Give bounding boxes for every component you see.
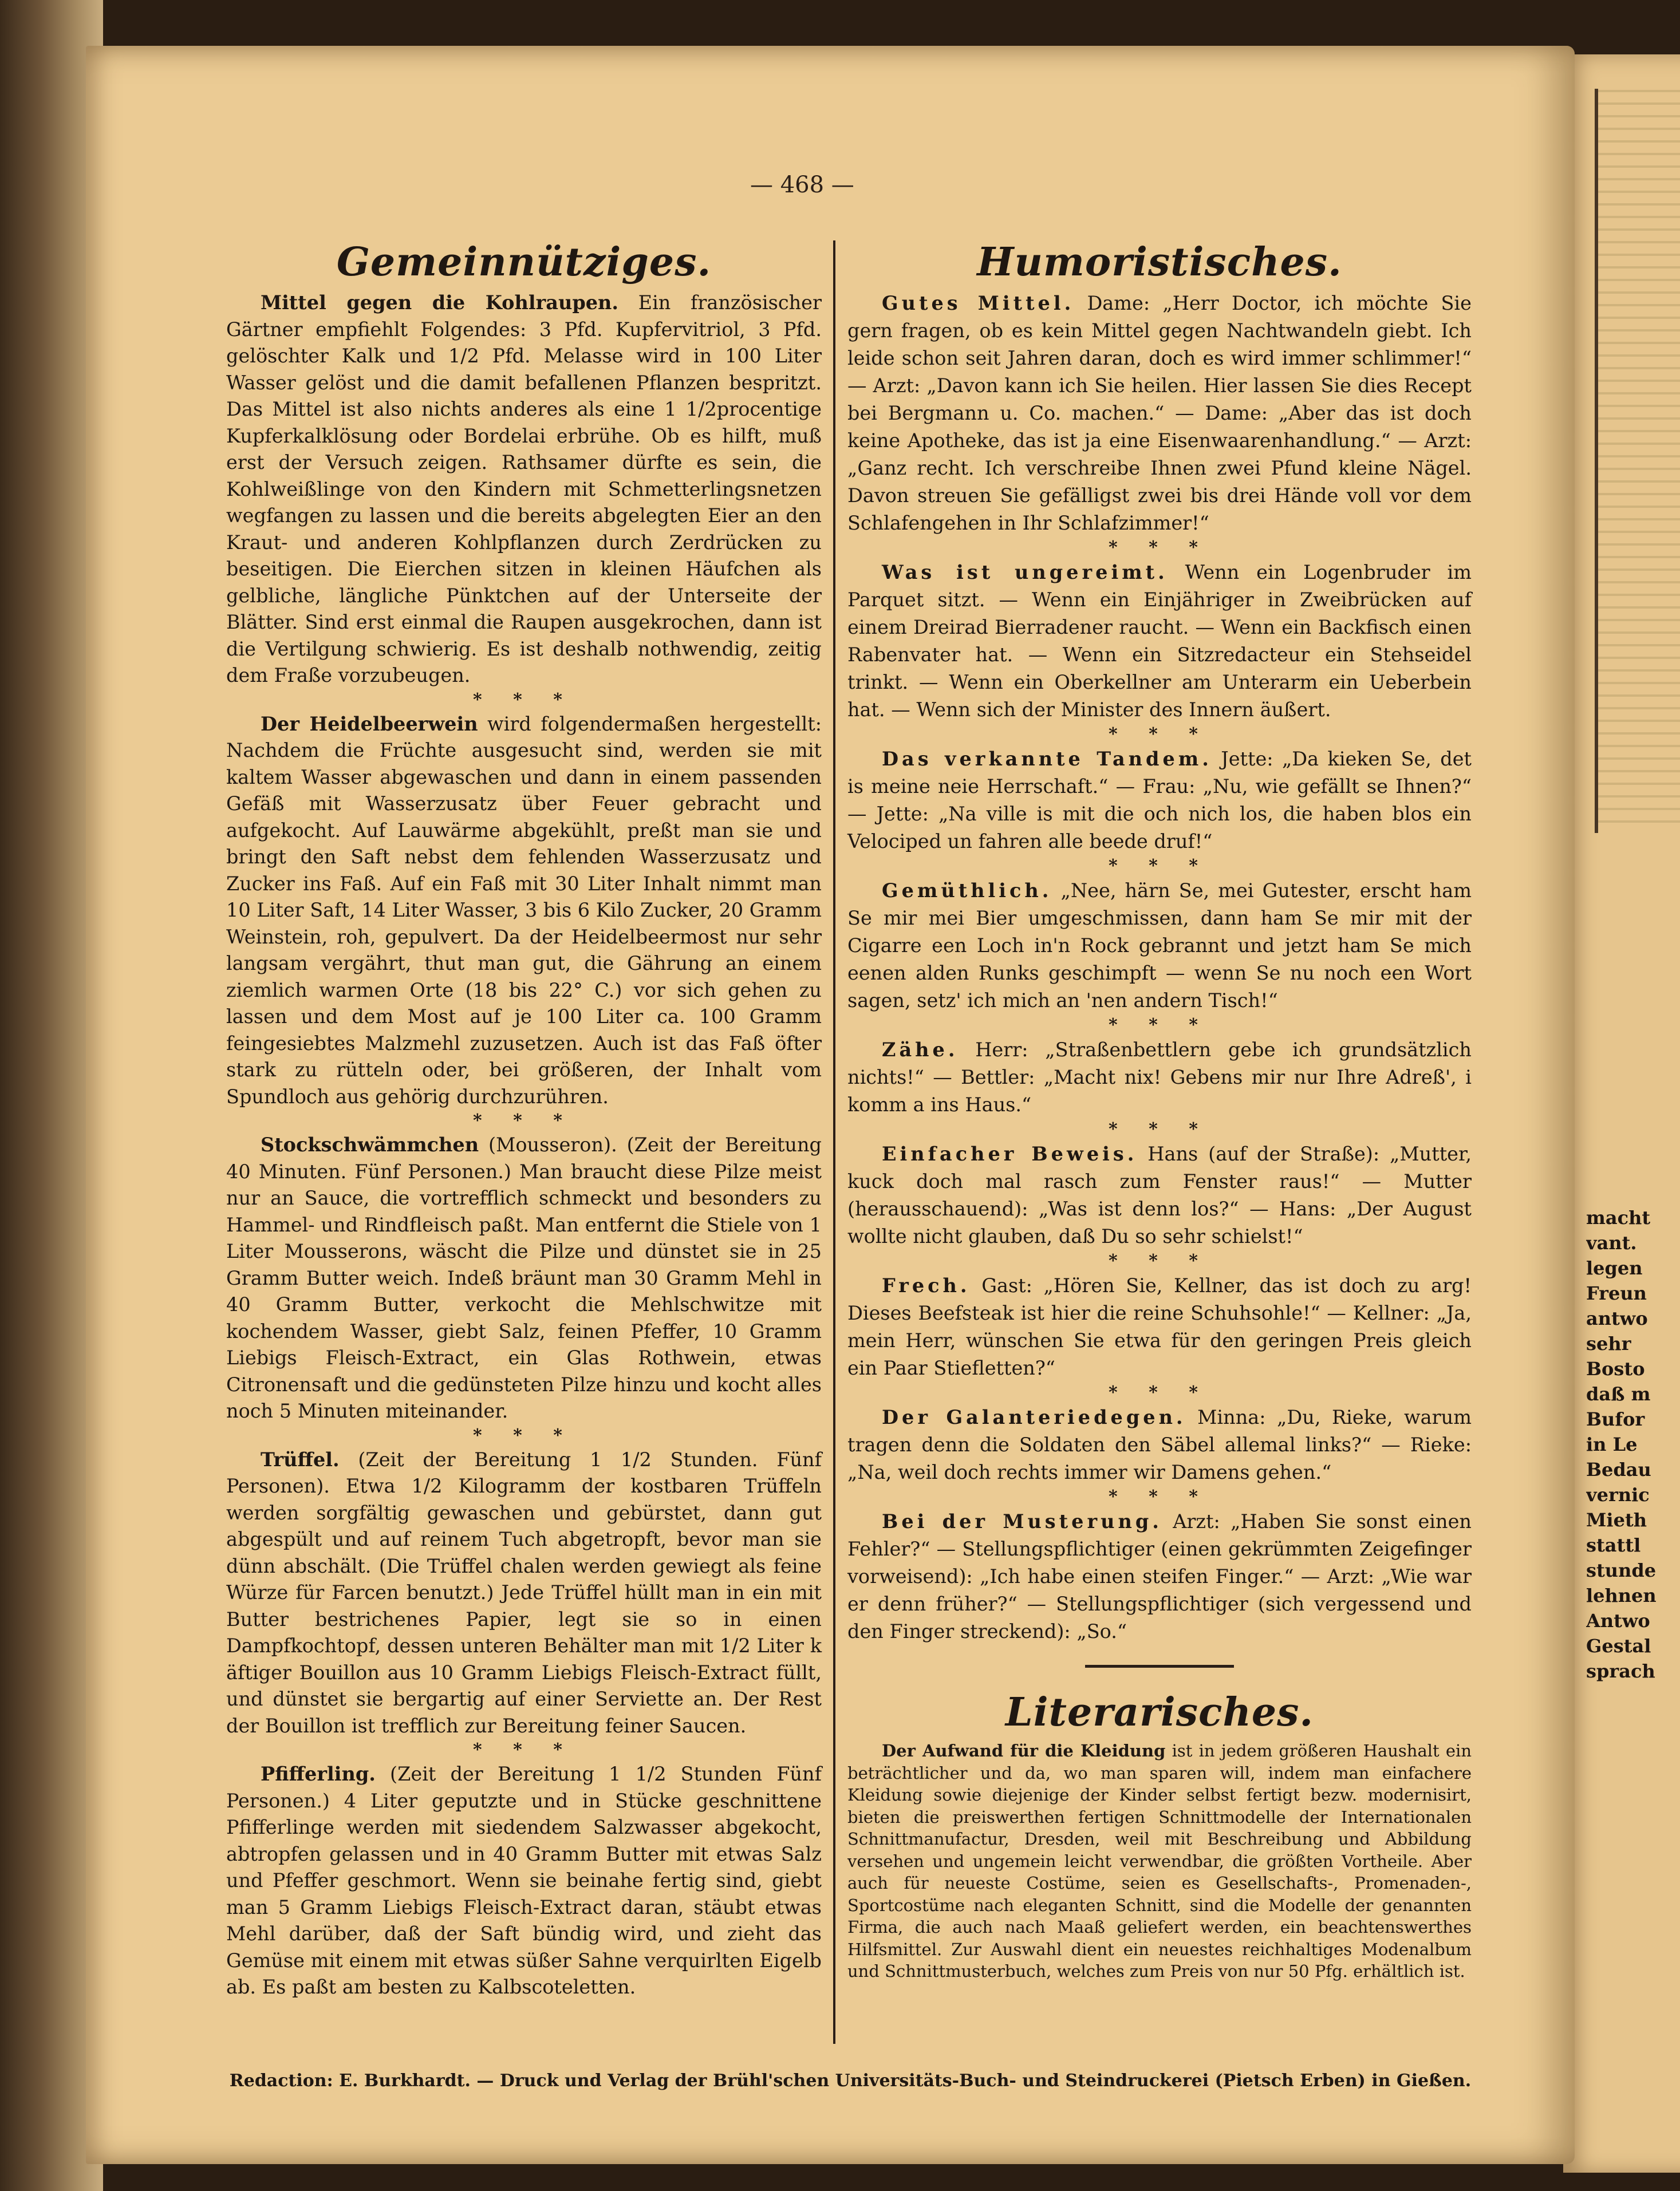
article-text: (Zeit der Bereitung 1 1/2 Stunden Fünf Personen.) 4 Liter geputzte und in Stücke geschnittene Pfifferlinge werden mit siedendem Salzwasser abgekocht, abtropfen gelassen und in 40 Gramm Butter mit etwas Salz und Pfeffer geschmort. Wenn sie beinahe fertig sind, giebt man 5 Gramm Liebigs Fleisch-Extract daran, stäubt etwas Mehl darüber, daß der Saft bündig wird, und zieht das Gemüse mit einem mit etwas süßer Sahne verquirlten Eigelb ab. Es paßt am besten zu Kalbscoteletten.: [226, 1763, 822, 1998]
facing-page-word: sehr: [1586, 1333, 1631, 1355]
facing-page-word: macht: [1586, 1207, 1651, 1229]
humor-item: [847, 1140, 1472, 1250]
facing-page-word: legen: [1586, 1257, 1643, 1279]
humor-item-title: Gutes Mittel.: [882, 292, 1075, 314]
facing-page-word: sprach: [1586, 1660, 1655, 1682]
imprint-footer: Redaction: E. Burkhardt. — Druck und Verlag der Brühl'schen Universitäts-Buch- und Steindruckerei (Pietsch Erben) in Gießen.: [229, 2071, 1472, 2091]
humor-item: [847, 745, 1472, 855]
section-heading-humoristisches: Humoristisches.: [977, 239, 1342, 285]
column-left: [226, 235, 822, 2001]
humor-item-title: Einfacher Beweis.: [882, 1143, 1138, 1165]
article: [226, 1447, 822, 1740]
column-divider: [833, 240, 835, 2044]
separator-asterisks: * * *: [473, 1111, 575, 1131]
humor-item: [847, 1036, 1472, 1119]
article: [226, 1132, 822, 1425]
facing-page-word: Bufor: [1586, 1408, 1645, 1430]
facing-page-word: Freun: [1586, 1282, 1647, 1304]
facing-page-word: Antwo: [1586, 1610, 1650, 1632]
article-title: Mittel gegen die Kohlraupen.: [261, 291, 619, 314]
article: [226, 290, 822, 689]
humor-item-text: Arzt: „Haben Sie sonst einen Fehler?“ — Stellungspflichtiger (einen gekrümmten Zeigefinger vorweisend): „Ich habe einen steifen Finger.“ — Arzt: „Wie war er denn früher?“ — Stellungspflichtiger (sich vergessend und den Finger streckend): „So.“: [847, 1510, 1472, 1643]
humor-item: [847, 877, 1472, 1014]
humor-item-text: Wenn ein Logenbruder im Parquet sitzt. — Wenn ein Einjähriger in Zweibrücken auf einem Dreirad Bierradener raucht. — Wenn ein Backfisch einen Rabenvater hat. — Wenn ein Sitzredacteur ein Stehseidel trinkt. — Wenn ein Oberkellner am Unterarm ein Ueberbein hat. — Wenn sich der Minister des Innern äußert.: [847, 561, 1472, 721]
literary-notice: [847, 1740, 1472, 1983]
humor-item: [847, 290, 1472, 537]
humor-item: [847, 559, 1472, 724]
separator-asterisks: * * *: [473, 689, 575, 710]
article-text: (Zeit der Bereitung 1 1/2 Stunden. Fünf Personen). Etwa 1/2 Kilogramm der kostbaren Trüffeln werden sorgfältig gewaschen und gebürstet, dann gut abgespült und auf reinem Tuch abgetropft, bevor man sie dünn abschält. (Die Trüffel chalen werden gewiegt als feine Würze für Farcen benutzt.) Jede Trüffel hüllt man in ein mit Butter bestrichenes Papier, legt sie so in einen Dampfkochtopf, dessen unteren Behälter man mit 1/2 Liter k äftiger Bouillon aus 10 Gramm Liebigs Fleisch-Extract füllt, und dünstet sie bergartig auf einer Serviette an. Der Rest der Bouillon ist trefflich zur Bereitung feiner Saucen.: [226, 1448, 822, 1737]
section-heading-literarisches: Literarisches.: [1005, 1689, 1314, 1735]
facing-page-word: stattl: [1586, 1534, 1641, 1556]
humor-item-text: Herr: „Straßenbettlern gebe ich grundsätzlich nichts!“ — Bettler: „Macht nix! Gebens mir nur Ihre Adreß', i komm a ins Haus.“: [847, 1039, 1472, 1116]
facing-page-word: daß m: [1586, 1383, 1651, 1405]
article-title: Pfifferling.: [261, 1763, 376, 1785]
separator-asterisks: * * *: [1109, 1251, 1210, 1271]
humor-item-title: Was ist ungereimt.: [882, 561, 1168, 583]
article-text: wird folgendermaßen hergestellt: Nachdem die Früchte ausgesucht sind, werden sie mit kaltem Wasser abgewaschen und dann in einem passenden Gefäß mit Wasserzusatz über Feuer gebracht und aufgekocht. Auf Lauwärme abgekühlt, preßt man sie und bringt den Saft nebst dem fehlenden Wasserzusatz und Zucker ins Faß. Auf ein Faß mit 30 Liter Inhalt nimmt man 10 Liter Saft, 14 Liter Wasser, 3 bis 6 Kilo Zucker, 20 Gramm Weinstein, roh, gepulvert. Da der Heidelbeermost nur sehr langsam vergährt, thut man gut, die Gährung an einem ziemlich warmen Orte (18 bis 22° C.) vor sich gehen zu lassen und dem Most auf je 100 Liter ca. 100 Gramm feingesiebtes Malzmehl zuzusetzen. Auch ist das Faß öfter stark zu rütteln oder, bei größeren, der Inhalt vom Spundloch aus gehörig durchzurühren.: [226, 712, 822, 1108]
facing-page-word: stunde: [1586, 1560, 1657, 1581]
humor-item: [847, 1508, 1472, 1645]
article-title: Stockschwämmchen: [261, 1134, 479, 1156]
humor-item-title: Gemüthlich.: [882, 879, 1052, 902]
section-rule: [1085, 1665, 1234, 1668]
facing-page-word: Bedau: [1586, 1459, 1651, 1481]
article-title: Trüffel.: [261, 1448, 340, 1471]
humor-item-title: Das verkannte Tandem.: [882, 748, 1212, 770]
humor-item-text: Jette: „Da kieken Se, det is meine neie Herrschaft.“ — Frau: „Nu, wie gefällt se Ihnen?“ — Jette: „Na ville is mit die och nich los, die haben blos ein Velociped un fahren alle beede druf!“: [847, 748, 1472, 852]
article-title: Der Heidelbeerwein: [261, 712, 478, 735]
facing-page-text-fragments: [1586, 1205, 1680, 1684]
separator-asterisks: * * *: [1109, 724, 1210, 744]
article: [226, 711, 822, 1111]
humor-item-text: Gast: „Hören Sie, Kellner, das ist doch zu arg! Dieses Beefsteak ist hier die reine Schuhsohle!“ — Kellner: „Ja, mein Herr, wünschen Sie etwa für den geringen Preis gleich ein Paar Stiefletten?“: [847, 1274, 1472, 1379]
humor-item-title: Bei der Musterung.: [882, 1510, 1162, 1533]
humor-item-text: Dame: „Herr Doctor, ich möchte Sie gern fragen, ob es kein Mittel gegen Nachtwandeln giebt. Ich leide schon seit Jahren daran, doch es wird immer schlimmer!“ — Arzt: „Davon kann ich Sie heilen. Hier lassen Sie dies Recept bei Bergmann u. Co. machen.“ — Dame: „Aber das ist doch keine Apotheke, das ist ja eine Eisenwaarenhandlung.“ — Arzt: „Ganz recht. Ich verschreibe Ihnen zwei Pfund kleine Nägel. Davon streuen Sie gefälligst zwei bis drei Hände voll vor dem Schlafengehen in Ihr Schlafzimmer!“: [847, 292, 1472, 534]
separator-asterisks: * * *: [1109, 1487, 1210, 1507]
separator-asterisks: * * *: [1109, 538, 1210, 558]
humor-item-title: Der Galanteriedegen.: [882, 1406, 1186, 1428]
facing-page-word: Gestal: [1586, 1635, 1651, 1657]
facing-page-word: antwo: [1586, 1308, 1648, 1329]
separator-asterisks: * * *: [473, 1740, 575, 1760]
humor-item: [847, 1404, 1472, 1486]
section-heading-gemeinnuetziges: Gemeinnütziges.: [336, 239, 712, 285]
page-number: — 468 —: [750, 172, 854, 198]
facing-page-word: Bosto: [1586, 1358, 1645, 1380]
article-text: (Mousseron). (Zeit der Bereitung 40 Minuten. Fünf Personen.) Man braucht diese Pilze meist nur an Sauce, die vortrefflich schmeckt und besonders zu Hammel- und Rindfleisch paßt. Man entfernt die Stiele von 1 Liter Mousserons, wäscht die Pilze und dünstet sie in 25 Gramm Butter weich. Indeß bräunt man 30 Gramm Mehl in 40 Gramm Butter, verkocht die Mehlschwitze mit kochendem Wasser, giebt Salz, feinen Pfeffer, 10 Gramm Liebigs Fleisch-Extract, ein Glas Rothwein, etwas Citronensaft und die gedünsteten Pilze hinzu und kocht alles noch 5 Minuten miteinander.: [226, 1134, 822, 1422]
column-right: [847, 235, 1472, 1983]
humor-item-text: Hans (auf der Straße): „Mutter, kuck doch mal rasch zum Fenster raus!“ — Mutter (herausschauend): „Was ist denn los?“ — Hans: „Der August wollte nicht glauben, daß Du so sehr schielst!“: [847, 1143, 1472, 1248]
literary-notice-text: ist in jedem größeren Haushalt ein beträchtlicher und da, wo man sparen will, indem man einfachere Kleidung sowie diejenige der Kinder selbst fertigt bezw. modernisirt, bieten die preiswerthen fertigen Schnittmodelle der Internationalen Schnittmanufactur, Dresden, weil mit Beschreibung und Abbildung versehen und ungemein leicht verwendbar, die größten Vortheile. Aber auch für neueste Costüme, seien es Gesellschafts-, Promenaden-, Sportcostüme nach eleganten Schnitt, sind die Modelle der genannten Firma, die auch nach Maaß geliefert werden, ein beachtenswerthes Hilfsmittel. Zur Auswahl dient ein neuestes reichhaltiges Modenalbum und Schnittmusterbuch, welches zum Preis von nur 50 Pfg. erhältlich ist.: [847, 1741, 1472, 1981]
literary-notice-title: Der Aufwand für die Kleidung: [882, 1741, 1166, 1760]
facing-page-right: [1563, 54, 1680, 2173]
humor-item-title: Zähe.: [882, 1039, 959, 1061]
facing-page-word: vant.: [1586, 1232, 1637, 1254]
separator-asterisks: * * *: [1109, 1015, 1210, 1035]
humor-items: [847, 290, 1472, 1645]
humor-item-title: Frech.: [882, 1274, 971, 1297]
facing-page-word: lehnen: [1586, 1585, 1657, 1606]
facing-page-illustration: [1595, 89, 1680, 833]
article: [226, 1761, 822, 2001]
article-text: Ein französischer Gärtner empfiehlt Folgendes: 3 Pfd. Kupfervitriol, 3 Pfd. gelöschter Kalk und 1/2 Pfd. Melasse wird in 100 Liter Wasser gelöst und die damit befallenen Pflanzen bespritzt. Das Mittel ist also nichts anderes als eine 1 1/2procentige Kupferkalklösung oder Bordelai erbrühe. Ob es hilft, muß erst der Versuch zeigen. Rathsamer dürfte es sein, die Kohlweißlinge von den Kindern mit Schmetterlingsnetzen wegfangen zu lassen und die bereits abgelegten Eier an den Kraut- und anderen Kohlpflanzen durch Zerdrücken zu beseitigen. Die Eierchen sitzen in kleinen Häufchen als gelbliche, längliche Pünktchen auf der Unterseite der Blätter. Sind erst einmal die Raupen ausgekrochen, dann ist die Vertilgung schwierig. Es ist deshalb nothwendig, zeitig dem Fraße vorzubeugen.: [226, 291, 822, 686]
separator-asterisks: * * *: [1109, 1119, 1210, 1139]
separator-asterisks: * * *: [1109, 1383, 1210, 1403]
facing-page-word: Mieth: [1586, 1509, 1647, 1531]
humor-item-text: „Nee, härn Se, mei Gutester, erscht ham Se mir mei Bier umgeschmissen, dann ham Se mir mit der Cigarre een Loch in'n Rock gebrannt und jetzt ham Se mich eenen alden Runks geschimpft — wenn Se nu noch een Wort sagen, setz' ich mich an 'nen andern Tisch!“: [847, 879, 1472, 1012]
separator-asterisks: * * *: [473, 1425, 575, 1446]
separator-asterisks: * * *: [1109, 856, 1210, 876]
humor-item: [847, 1272, 1472, 1382]
facing-page-word: vernic: [1586, 1484, 1650, 1506]
left-articles: [226, 290, 822, 2001]
humor-item-text: Minna: „Du, Rieke, warum tragen denn die Soldaten den Säbel allemal links?“ — Rieke: „Na, weil doch rechts immer wir Damens gehen.“: [847, 1406, 1472, 1483]
facing-page-word: in Le: [1586, 1434, 1638, 1455]
